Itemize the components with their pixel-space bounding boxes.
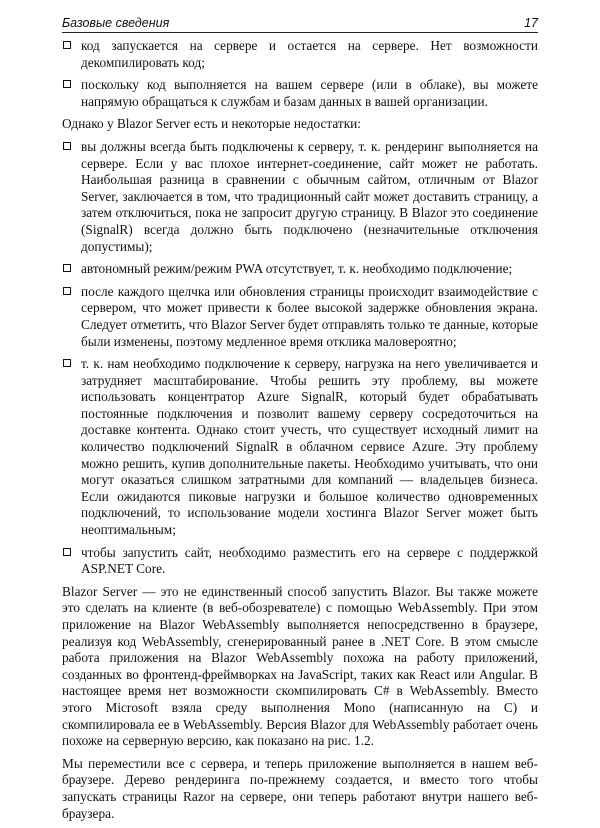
list-item-text: чтобы запустить сайт, необходимо разместить его на сервере с поддержкой ASP.NET Core. — [81, 544, 538, 577]
list-item-text: поскольку код выполняется на вашем сервере (или в облаке), вы можете напрямую обращаться к службам и базам данных в вашей организации. — [81, 77, 538, 109]
list-item — [62, 139, 538, 255]
section-title: Базовые сведения — [62, 16, 170, 30]
checkbox-bullet-icon — [63, 359, 71, 367]
checkbox-bullet-icon — [63, 41, 71, 49]
list-item — [62, 77, 538, 110]
list-item — [62, 545, 538, 578]
list-item — [62, 284, 538, 350]
list-item — [62, 38, 538, 71]
body-paragraph: Мы переместили все с сервера, и теперь приложение выполняется в нашем веб-браузере. Дерево рендеринга по-прежнему создается, и вместо того чтобы запускать страницы Razor на сервере, они теперь работают внутри нашего веб-браузера. — [62, 755, 538, 821]
running-header — [62, 11, 538, 33]
checkbox-bullet-icon — [63, 264, 71, 272]
page-content — [62, 38, 538, 828]
list-item — [62, 261, 538, 278]
list-item — [62, 356, 538, 539]
list-item-text: вы должны всегда быть подключены к серверу, т. к. рендеринг выполняется на сервере. Если у вас плохое интернет-соединение, сайт может не работать. Наибольшая разница в сравнении с обычным сайтом, отличным от Blazor Server, заключается в том, что традиционный сайт может доставить страницу, а затем отключиться, пока не запросит другую страницу. В Blazor это соединение (SignalR) всегда должно быть подключено (незначительные отключения допустимы); — [81, 138, 538, 254]
list-item-text: код запускается на сервере и остается на сервере. Нет возможности декомпилировать код; — [81, 38, 538, 70]
body-paragraph: Blazor Server — это не единственный способ запустить Blazor. Вы также можете это сделать на клиенте (в веб-обозревателе) с помощью WebAssembly. При этом приложение на Blazor WebAssembly выполняется непосредственно в браузере, реализуя код WebAssembly, сгенерированный ранее в .NET Core. В этом смысле работа приложения на Blazor WebAssembly похожа на работу приложений, созданных во фронтенд-фреймворках на JavaScript, таких как React или Angular. В настоящее время нет возможности скомпилировать C# в WebAssembly. Вместо этого Microsoft взяла среду выполнения Mono (написанную на C) и скомпилировала ее в WebAssembly. Версия Blazor для WebAssembly работает очень похоже на серверную версию, как показано на рис. 1.2. — [62, 583, 538, 749]
list-item-text: после каждого щелчка или обновления страницы происходит взаимодействие с сервером, что может привести к более высокой задержке обновления экрана. Следует отметить, что Blazor Server будет отправлять только те данные, которые были изменены, поэтому медленное время отклика маловероятно; — [81, 283, 538, 349]
checkbox-bullet-icon — [63, 142, 71, 150]
checkbox-bullet-icon — [63, 287, 71, 295]
page-number: 17 — [524, 16, 538, 30]
checkbox-bullet-icon — [63, 80, 71, 88]
list-item-text: т. к. нам необходимо подключение к серверу, нагрузка на него увеличивается и затрудняет масштабирование. Чтобы решить эту проблему, вы можете использовать концентратор Azure SignalR, который будет обрабатывать постоянные подключения и позволит вашему серверу сосредоточиться на доставке контента. Однако стоит учесть, что существует исходный лимит на количество подключений SignalR в облачном сервисе Azure. Эту проблему можно решить, купив дополнительные пакеты. Необходимо учитывать, что они могут оказаться слишком затратными для компаний — владельцев бизнеса. Если ожидаются пиковые нагрузки и большое количество одновременных подключений, то использование модели хостинга Blazor Server может быть неоптимальным; — [81, 356, 538, 538]
checkbox-bullet-icon — [63, 548, 71, 556]
list-item-text: автономный режим/режим PWA отсутствует, т. к. необходимо подключение; — [81, 261, 513, 277]
disadvantages-intro: Однако у Blazor Server есть и некоторые недостатки: — [62, 116, 361, 132]
